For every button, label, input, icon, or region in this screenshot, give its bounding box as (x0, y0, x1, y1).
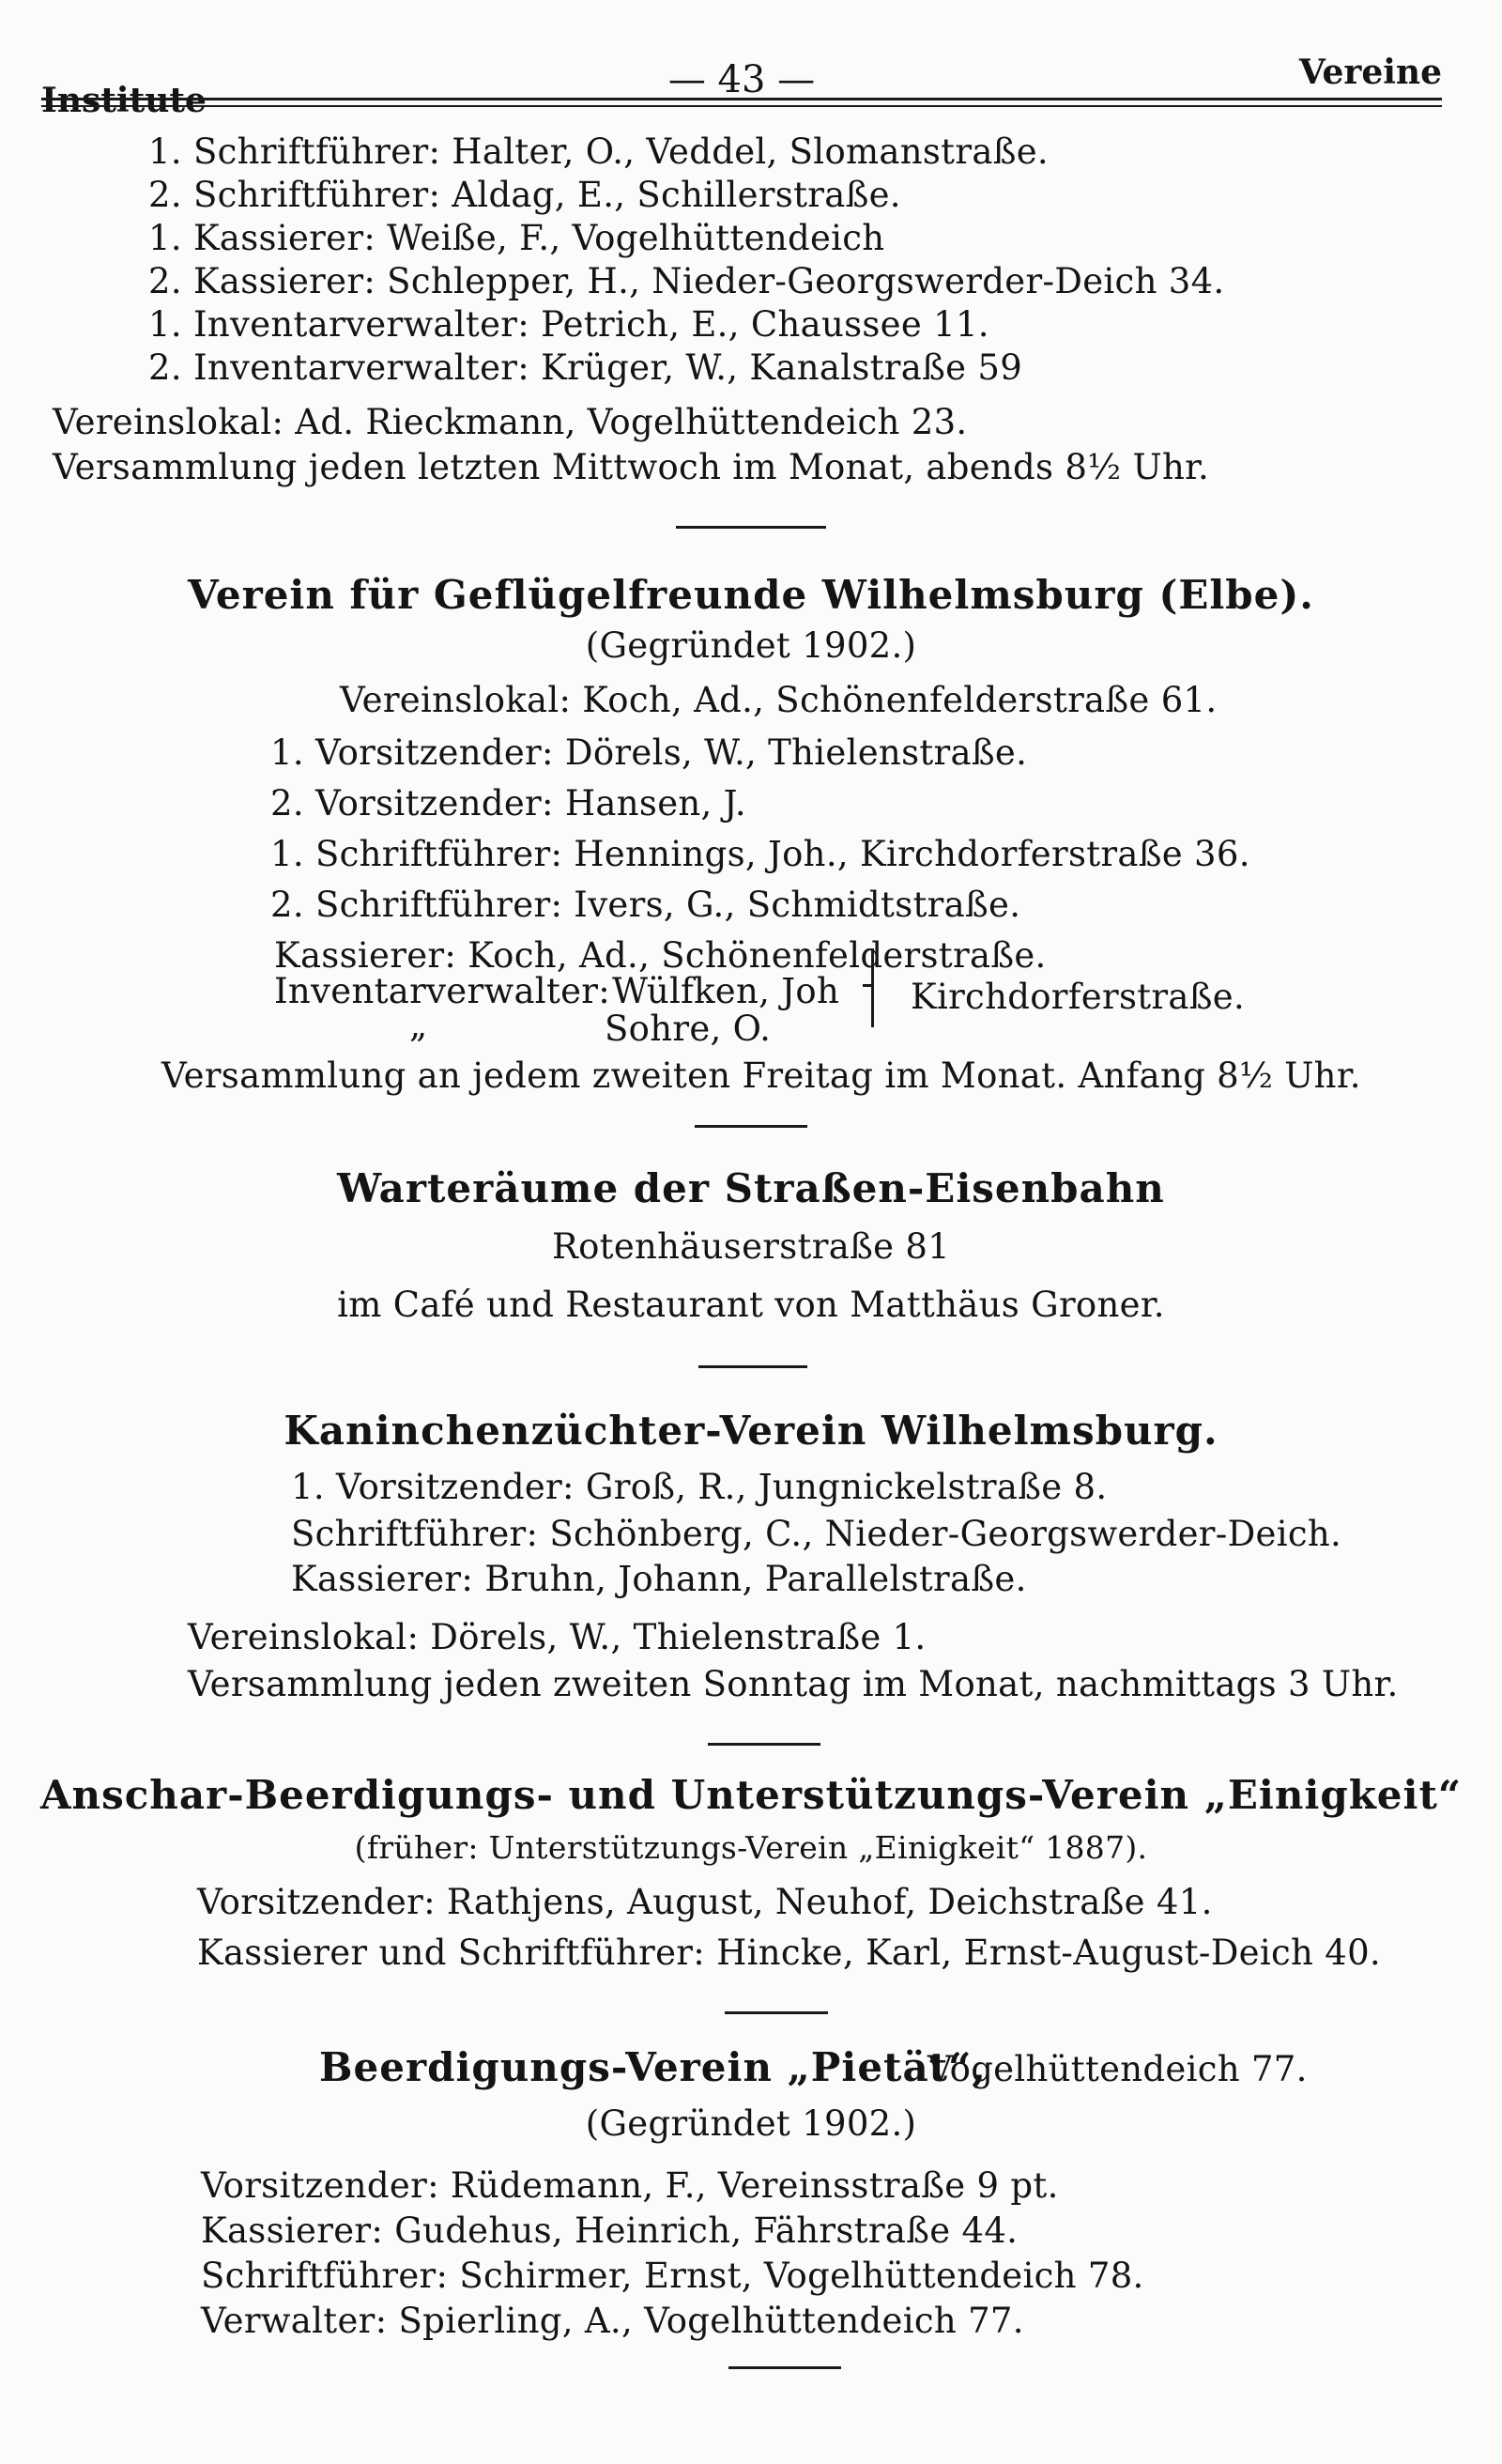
vereinslokal-line: Vereinslokal: Ad. Rieckmann, Vogelhüttendeich 23. (53, 402, 968, 442)
header-rule-bottom (41, 105, 1442, 107)
venue-line: im Café und Restaurant von Matthäus Groner. (337, 1285, 1165, 1325)
vereinslokal-line: Vereinslokal: Koch, Ad., Schönenfelderstraße 61. (340, 680, 1218, 720)
officer-line: 2. Schriftführer: Aldag, E., Schillerstraße. (148, 175, 901, 215)
officer-line: Kassierer: Gudehus, Heinrich, Fährstraße 44. (201, 2210, 1019, 2251)
officer-line: 2. Vorsitzender: Hansen, J. (270, 783, 746, 824)
officer-line: Schriftführer: Schönberg, C., Nieder-Georgswerder-Deich. (291, 1514, 1342, 1554)
section-separator (708, 1743, 820, 1746)
versammlung-line: Versammlung jeden zweiten Sonntag im Monat, nachmittags 3 Uhr. (188, 1664, 1399, 1704)
section-separator (725, 2011, 828, 2014)
officer-line: 1. Kassierer: Weiße, F., Vogelhüttendeich (148, 218, 885, 258)
inventar-address: Kirchdorferstraße. (911, 977, 1246, 1017)
section-title-address: Vogelhüttendeich 77. (927, 2049, 1308, 2089)
officer-line: Verwalter: Spierling, A., Vogelhüttendeich 77. (201, 2301, 1024, 2341)
brace-bracket (871, 948, 887, 1027)
officer-line: 1. Inventarverwalter: Petrich, E., Chaussee 11. (148, 304, 989, 345)
inventar-name: Sohre, O. (605, 1009, 772, 1049)
section-title: Beerdigungs-Verein „Pietät“, (319, 2044, 987, 2090)
founded-line: (Gegründet 1902.) (585, 2103, 917, 2144)
vereinslokal-line: Vereinslokal: Dörels, W., Thielenstraße 1. (188, 1617, 927, 1657)
address-line: Rotenhäuserstraße 81 (551, 1226, 951, 1267)
officer-line: 1. Schriftführer: Halter, O., Veddel, Slomanstraße. (148, 131, 1049, 172)
inventar-name: Wülfken, Joh (612, 971, 840, 1011)
officer-line: 2. Kassierer: Schlepper, H., Nieder-Georgswerder-Deich 34. (148, 261, 1225, 301)
header-left-title: Institute (41, 81, 207, 120)
header-rule-top (41, 98, 1442, 100)
page-header (41, 49, 1442, 120)
inventar-label: Inventarverwalter: (274, 971, 611, 1011)
officer-line: 1. Schriftführer: Hennings, Joh., Kirchdorferstraße 36. (270, 834, 1250, 874)
section-title: Anschar-Beerdigungs- und Unterstützungs-Verein „Einigkeit“ (39, 1772, 1463, 1818)
section-separator (695, 1125, 807, 1128)
page-number: — 43 — (667, 58, 816, 101)
ditto-mark: „ (409, 1005, 428, 1045)
officer-line: 1. Vorsitzender: Groß, R., Jungnickelstraße 8. (291, 1467, 1108, 1507)
section-separator (728, 2366, 841, 2369)
versammlung-line: Versammlung jeden letzten Mittwoch im Monat, abends 8½ Uhr. (53, 447, 1210, 487)
header-right-title: Vereine (1298, 53, 1442, 92)
officer-line: 2. Inventarverwalter: Krüger, W., Kanalstraße 59 (148, 347, 1023, 388)
section-title: Kaninchenzüchter-Verein Wilhelmsburg. (284, 1408, 1218, 1454)
officer-line: Vorsitzender: Rüdemann, F., Vereinsstraße 9 pt. (201, 2165, 1059, 2206)
officer-line: Kassierer und Schriftführer: Hincke, Karl, Ernst-August-Deich 40. (197, 1933, 1381, 1973)
officer-line: 2. Schriftführer: Ivers, G., Schmidtstraße. (270, 885, 1021, 925)
section-title: Warteräume der Straßen-Eisenbahn (337, 1165, 1165, 1211)
officer-line: 1. Vorsitzender: Dörels, W., Thielenstraße. (270, 732, 1028, 773)
section-separator (676, 526, 826, 529)
officer-line: Kassierer: Koch, Ad., Schönenfelderstraße. (274, 935, 1047, 976)
section-subtitle: (früher: Unterstützungs-Verein „Einigkeit“ 1887). (354, 1829, 1148, 1866)
versammlung-line: Versammlung an jedem zweiten Freitag im Monat. Anfang 8½ Uhr. (161, 1055, 1361, 1096)
founded-line: (Gegründet 1902.) (585, 625, 917, 666)
officer-line: Schriftführer: Schirmer, Ernst, Vogelhüttendeich 78. (201, 2256, 1144, 2296)
officer-line: Kassierer: Bruhn, Johann, Parallelstraße. (291, 1559, 1027, 1599)
section-separator (698, 1365, 807, 1368)
officer-line: Vorsitzender: Rathjens, August, Neuhof, Deichstraße 41. (197, 1882, 1213, 1922)
section-title: Verein für Geflügelfreunde Wilhelmsburg (Elbe). (188, 572, 1314, 618)
